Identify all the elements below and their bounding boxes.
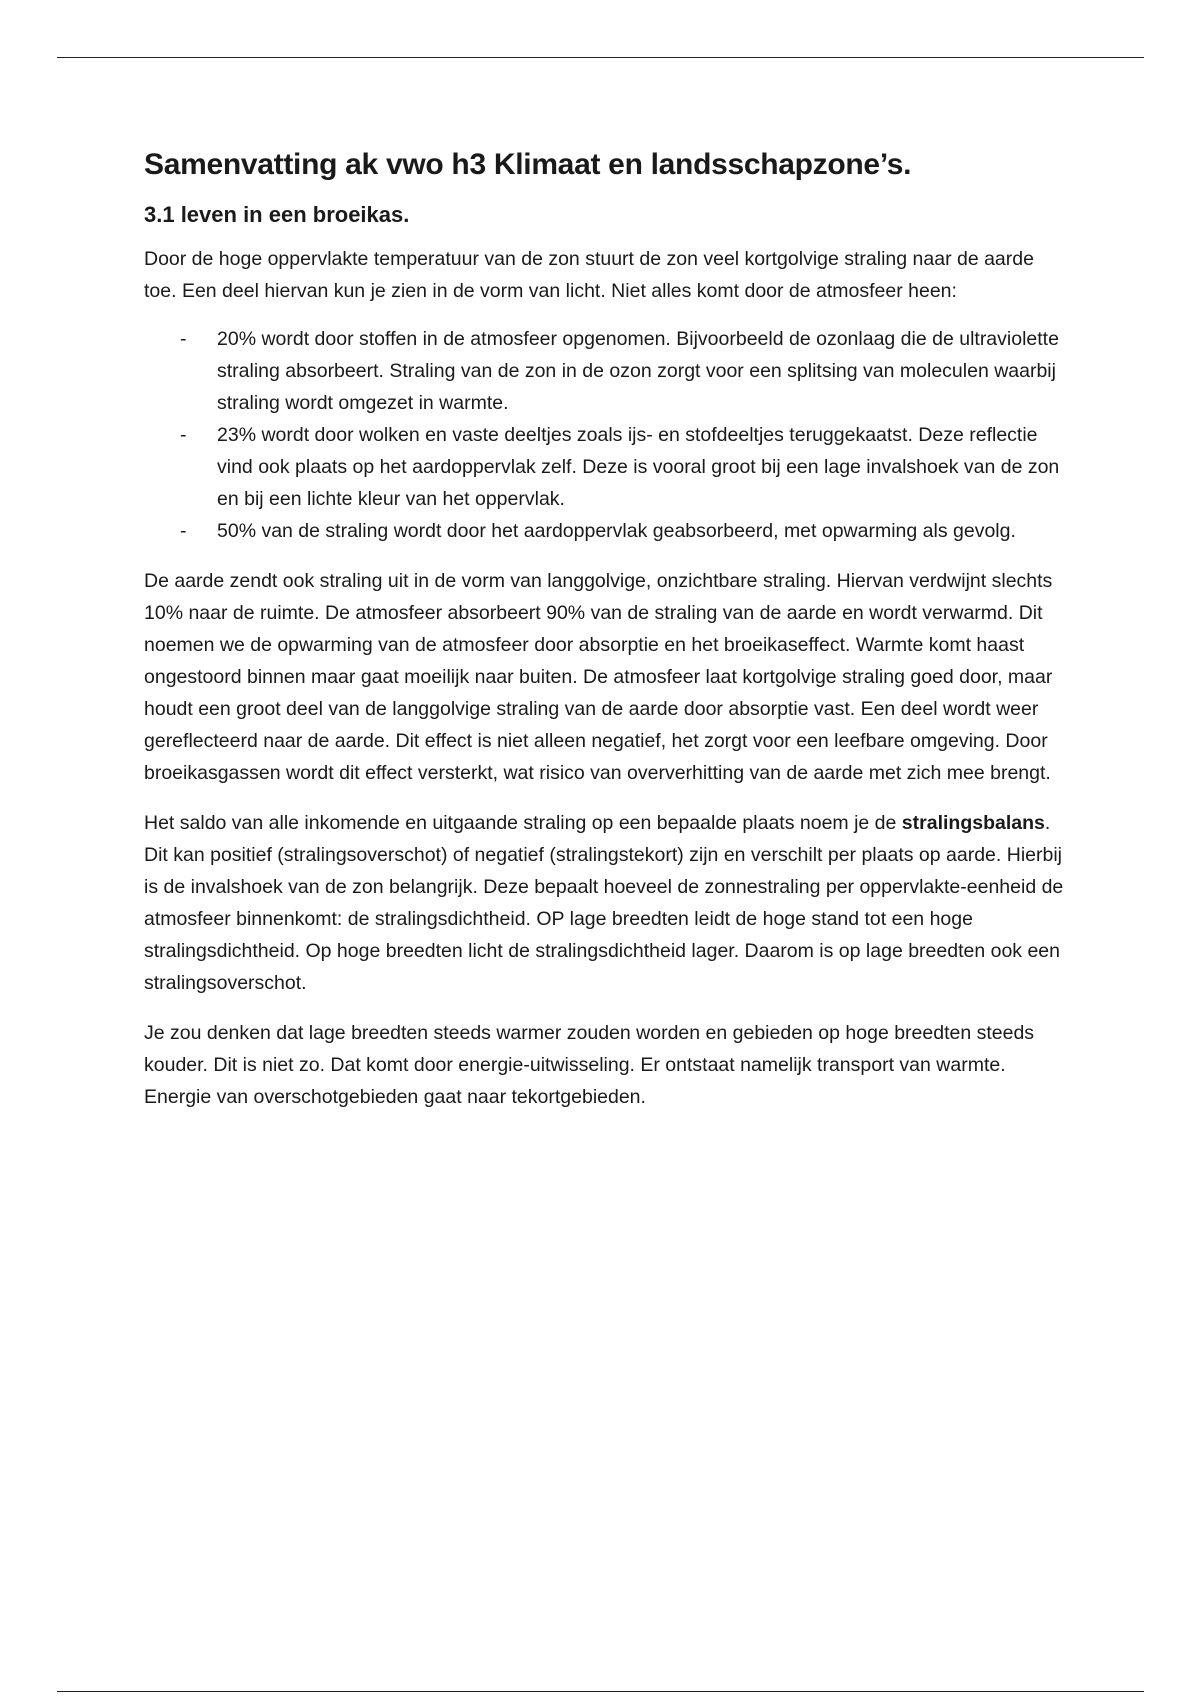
list-item (144, 419, 1064, 515)
document-title: Samenvatting ak vwo h3 Klimaat en landsschapzone’s. (144, 148, 912, 181)
energy-exchange-paragraph: Je zou denken dat lage breedten steeds warmer zouden worden en gebieden op hoge breedten steeds kouder. Dit is niet zo. Dat komt door energie-uitwisseling. Er ontstaat namelijk transport van warmte. Energie van overschotgebieden gaat naar tekortgebieden. (144, 1022, 1035, 1108)
radiation-balance-paragraph (144, 807, 1064, 999)
greenhouse-paragraph: De aarde zendt ook straling uit in de vorm van langgolvige, onzichtbare straling. Hiervan verdwijnt slechts 10% naar de ruimte. De atmosfeer absorbeert 90% van de straling van de aarde en wordt verwarmd. Dit noemen we de opwarming van de atmosfeer door absorptie en het broeikaseffect. Warmte komt haast ongestoord binnen maar gaat moeilijk naar buiten. De atmosfeer laat kortgolvige straling goed door, maar houdt een groot deel van de langgolvige straling van de aarde door absorptie vast. Een deel wordt weer gereflecteerd naar de aarde. Dit effect is niet alleen negatief, het zorgt voor een leefbare omgeving. Door broeikasgassen wordt dit effect versterkt, wat risico van oververhitting van de aarde met zich mee brengt. (144, 570, 1053, 784)
radiation-balance-term: stralingsbalans (901, 812, 1045, 834)
footer-rule (57, 1691, 1144, 1692)
radiation-balance-text-start: Het saldo van alle inkomende en uitgaande straling op een bepaalde plaats noem je de (144, 812, 902, 834)
list-item-text: 23% wordt door wolken en vaste deeltjes zoals ijs- en stofdeeltjes teruggekaatst. Deze reflectie vind ook plaats op het aardoppervlak zelf. Deze is vooral groot bij een lage invalshoek van de zon en bij een lichte kleur van het oppervlak. (217, 424, 1060, 510)
list-item-text: 20% wordt door stoffen in de atmosfeer opgenomen. Bijvoorbeeld de ozonlaag die de ultraviolette straling absorbeert. Straling van de zon in de ozon zorgt voor een splitsing van moleculen waarbij straling wordt omgezet in warmte. (217, 328, 1059, 414)
radiation-balance-text-end: . Dit kan positief (stralingsoverschot) of negatief (stralingstekort) zijn en verschilt per plaats op aarde. Hierbij is de invalshoek van de zon belangrijk. Deze bepaalt hoeveel de zonnestraling per oppervlakte-eenheid de atmosfeer binnenkomt: de stralingsdichtheid. OP lage breedten leidt de hoge stand tot een hoge stralingsdichtheid. Op hoge breedten licht de stralingsdichtheid lager. Daarom is op lage breedten ook een stralingsoverschot. (144, 812, 1064, 994)
section-heading: 3.1 leven in een broeikas. (144, 202, 410, 227)
header-rule (57, 57, 1144, 58)
list-dash: - (180, 424, 187, 446)
intro-paragraph: Door de hoge oppervlakte temperatuur van de zon stuurt de zon veel kortgolvige straling naar de aarde toe. Een deel hiervan kun je zien in de vorm van licht. Niet alles komt door de atmosfeer heen: (144, 248, 1034, 302)
list-item (144, 323, 1064, 419)
list-item-text: 50% van de straling wordt door het aardoppervlak geabsorbeerd, met opwarming als gevolg. (217, 520, 1016, 542)
document-body (144, 146, 1064, 1113)
list-dash: - (180, 520, 187, 542)
list-item (144, 515, 1064, 547)
list-dash: - (180, 328, 187, 350)
radiation-list (144, 323, 1064, 547)
